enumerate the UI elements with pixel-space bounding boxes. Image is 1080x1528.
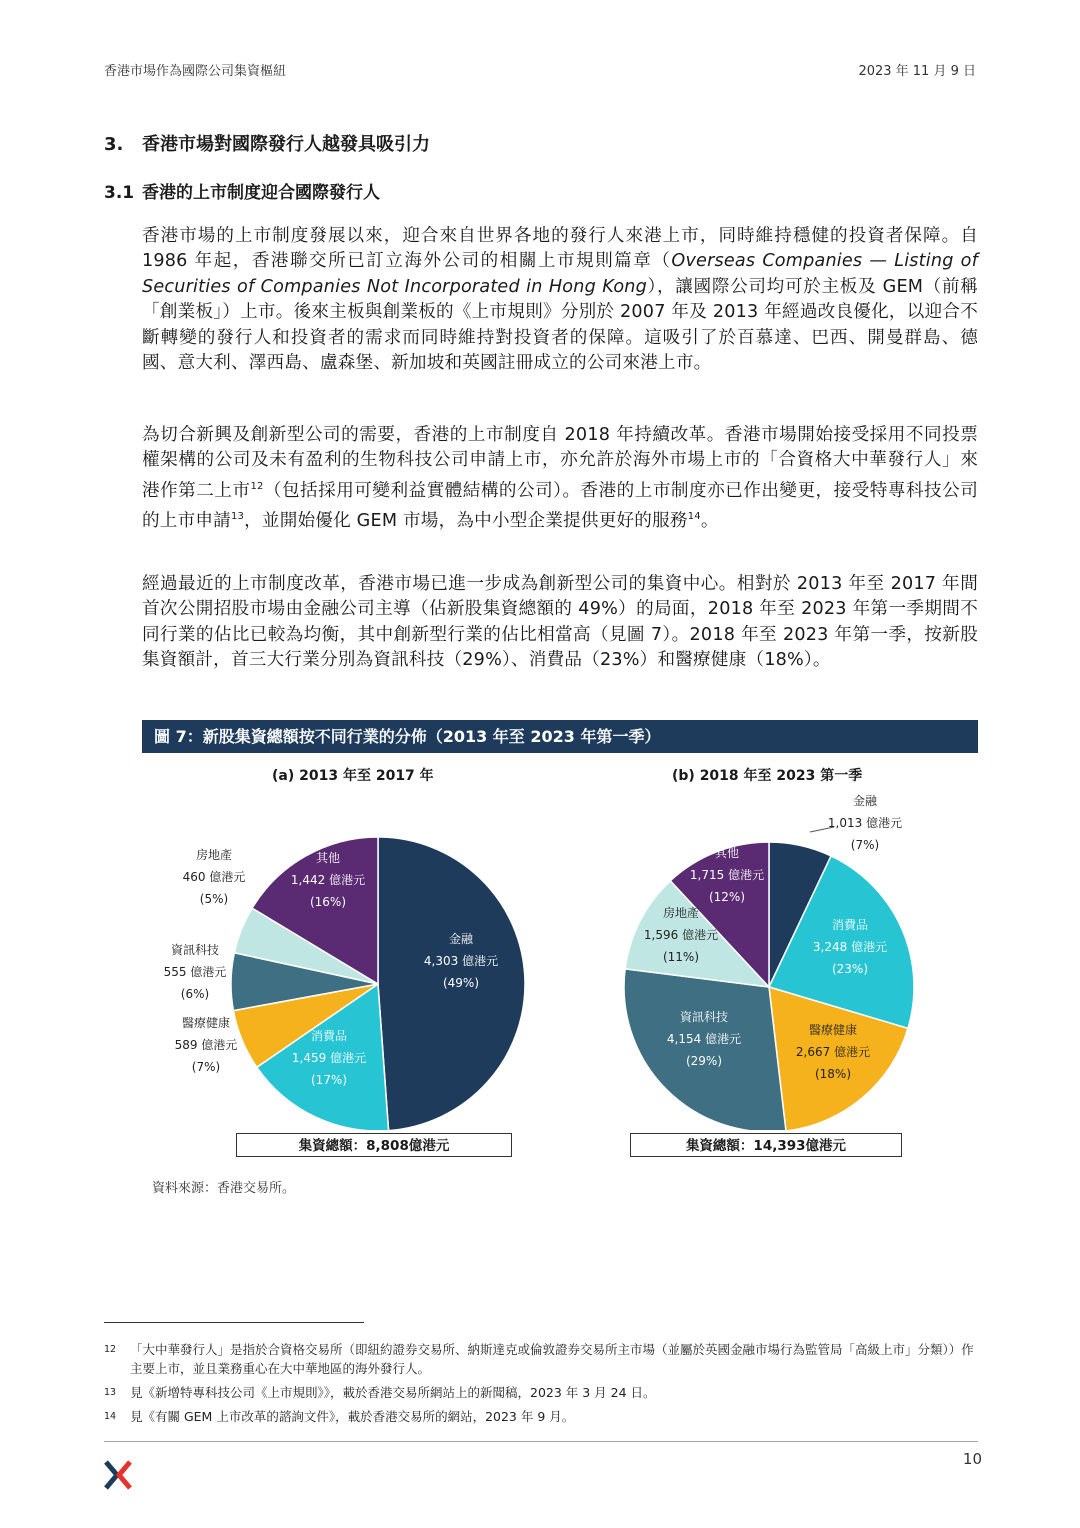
footnote-12	[104, 1340, 978, 1380]
page-number: 10	[962, 1450, 982, 1468]
section-heading	[104, 130, 430, 156]
footnote-text: 見《有關 GEM 上市改革的諮詢文件》，載於香港交易所的網站，2023 年 9 月。	[130, 1409, 575, 1424]
section-number: 3.	[104, 134, 124, 155]
hkex-logo-icon	[104, 1460, 132, 1490]
paragraph-1-text-b: ），讓國際公司均可於主板及 GEM（前稱「創業板」）上市。後來主板與創業板的《上市規則》分別於 2007 年及 2013 年經過改良優化，以迎合不斷轉變的發行人和投資者的需求而同時維持對投資者的保障。這吸引了於百慕達、巴西、開曼群島、德國、意大利、澤西島、盧森堡、新加坡和英國註冊成立的公司來港上市。	[142, 276, 978, 374]
footnote-ref-14[interactable]: 14	[687, 511, 701, 523]
slice-label-property: 房地產 460 億港元(5%)	[182, 848, 246, 906]
footnote-text: 「大中華發行人」是指於合資格交易所（即紐約證券交易所、納斯達克或倫敦證券交易所主市場（並屬於英國金融市場行為監管局「高級上市」分類））作主要上市，並且業務重心在大中華地區的海外發行人。	[130, 1342, 974, 1376]
footnote-ref-13[interactable]: 13	[230, 511, 245, 523]
footnote-ref-12[interactable]: 12	[250, 480, 264, 492]
paragraph-1-italic-title: Overseas Companies — Listing of Securities of Companies Not Incorporated in Hong Kong	[142, 251, 978, 297]
footnote-number: 13	[104, 1387, 117, 1398]
subsection-heading	[104, 178, 380, 203]
slice-label-other: 其他 1,442 億港元(16%)	[290, 851, 366, 909]
footnote-divider	[104, 1322, 364, 1323]
footer-divider	[104, 1441, 978, 1442]
running-header-date: 2023 年 11 月 9 日	[858, 64, 976, 79]
paragraph-2-text-d: 。	[700, 510, 719, 531]
slice-label-healthcare: 醫療健康 2,667 億港元(18%)	[795, 1023, 871, 1081]
slice-label-other: 其他 1,715 億港元(12%)	[689, 846, 765, 904]
paragraph-2-text-c: ，並開始優化 GEM 市場，為中小型企業提供更好的服務	[244, 510, 688, 531]
slice-label-property: 房地產 1,596 億港元(11%)	[643, 906, 719, 964]
chart-b-title: (b) 2018 年至 2023 第一季	[672, 768, 863, 784]
footnote-14	[104, 1407, 978, 1427]
paragraph-1-text-a: 香港市場的上市制度發展以來，迎合來自世界各地的發行人來港上市，同時維持穩健的投資者保障。自 1986 年起，香港聯交所已訂立海外公司的相關上市規則篇章（	[142, 226, 978, 272]
footnote-text: 見《新增特專科技公司《上市規則》》，載於香港交易所網站上的新聞稿，2023 年 3 月 24 日。	[130, 1385, 656, 1400]
section-title: 香港市場對國際發行人越發具吸引力	[142, 134, 430, 155]
running-header-title: 香港市場作為國際公司集資樞紐	[104, 64, 287, 79]
chart-a-total: 集資總額：8,808億港元	[236, 1133, 512, 1157]
slice-label-it: 資訊科技 555 億港元(6%)	[163, 943, 227, 1001]
footnote-number: 14	[104, 1411, 117, 1422]
subsection-number: 3.1	[104, 183, 135, 203]
paragraph-3: 經過最近的上市制度改革，香港市場已進一步成為創新型公司的集資中心。相對於 2013 年至 2017 年間首次公開招股市場由金融公司主導（佔新股集資總額的 49%）的局面，2018 年至 2023 年第一季期間不同行業的佔比已較為均衡，其中創新型行業的佔比相當高（見圖 7）。2018 年至 2023 年第一季，按新股集資額計，首三大行業分別為資訊科技（29%）、消費品（23%）和醫療健康（18%）。	[142, 574, 978, 671]
slice-label-consumer: 消費品 3,248 億港元(23%)	[812, 918, 888, 976]
figure-source: 資料來源：香港交易所。	[152, 1181, 296, 1196]
chart-b-total: 集資總額：14,393億港元	[630, 1133, 902, 1157]
slice-label-it: 資訊科技 4,154 億港元(29%)	[666, 1010, 742, 1068]
paragraph-2-text-b: （包括採用可變利益實體結構的公司）。香港的上市制度亦已作出變更，接受特專科技公司的上市申請	[142, 480, 978, 531]
figure-title: 圖 7：新股集資總額按不同行業的分佈（2013 年至 2023 年第一季）	[142, 720, 978, 753]
slice-label-healthcare: 醫療健康 589 億港元(7%)	[174, 1016, 238, 1074]
pie-chart-b	[624, 793, 914, 1130]
slice-label-finance: 金融 4,303 億港元(49%)	[423, 932, 499, 990]
pie-chart-a	[164, 837, 525, 1130]
slice-label-consumer: 消費品 1,459 億港元(17%)	[291, 1029, 367, 1087]
pie-charts	[0, 760, 1080, 1130]
chart-a-title: (a) 2013 年至 2017 年	[272, 768, 434, 784]
paragraph-1	[142, 224, 978, 376]
pie-slice-it	[624, 969, 786, 1130]
footnote-13	[104, 1383, 978, 1403]
paragraph-2	[142, 423, 978, 534]
slice-label-finance: 金融 1,013 億港元(7%)	[827, 794, 903, 852]
paragraph-2-text-a: 為切合新興及創新型公司的需要，香港的上市制度自 2018 年持續改革。香港市場開始接受採用不同投票權架構的公司及未有盈利的生物科技公司申請上市，亦允許於海外市場上市的「合資格大中華發行人」來港作第二上市	[142, 425, 978, 501]
footnote-number: 12	[104, 1344, 117, 1355]
subsection-title: 香港的上市制度迎合國際發行人	[142, 183, 380, 203]
